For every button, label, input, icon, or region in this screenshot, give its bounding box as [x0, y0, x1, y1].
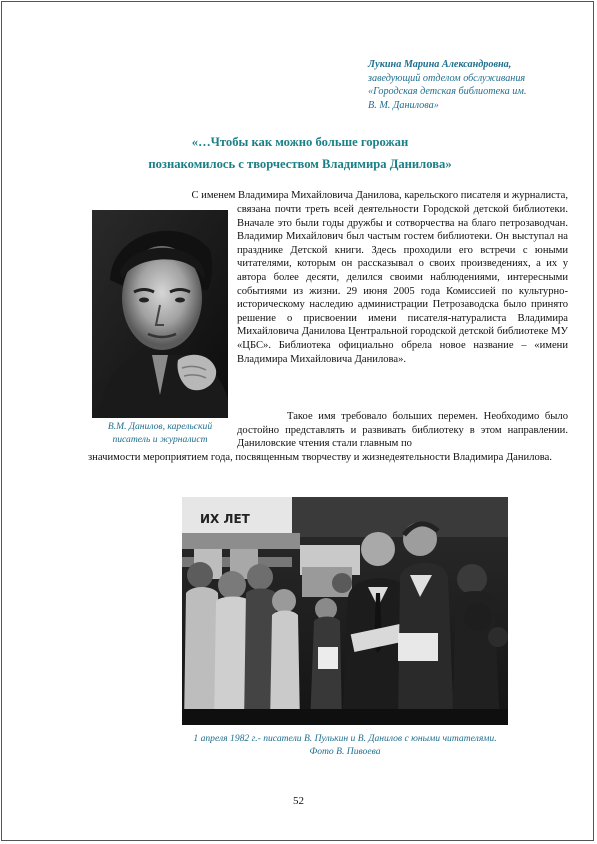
paragraph-2-end: значимости мероприятием года, посвященным творчеству и жизнедеятельности Владимира Данилова. [88, 452, 553, 463]
group-caption-line-1: 1 апреля 1982 г.- писатели В. Пулькин и В. Данилов с юными читателями. [193, 733, 497, 744]
group-photo-caption [150, 733, 540, 758]
paragraph-2-start: Такое имя требовало больших перемен. Необходимо было достойно представлять и развивать библиотеку в этом направлении. Даниловские чтения стали главным по [237, 411, 568, 450]
title-line-1: «…Чтобы как можно больше горожан [191, 135, 409, 149]
title-line-2: познакомилось с творчеством Владимира Данилова» [148, 157, 452, 171]
article-title [80, 131, 520, 175]
author-library: «Городская детская библиотека им. [368, 86, 527, 97]
author-position: заведующий отделом обслуживания [368, 72, 526, 84]
portrait-caption: В.М. Данилов, карельский писатель и журналист [107, 421, 213, 445]
group-photo [182, 497, 508, 725]
page-number: 52 [293, 795, 304, 807]
group-caption-line-2: Фото В. Пивоева [309, 745, 381, 757]
author-block [368, 58, 568, 112]
portrait-photo [92, 210, 228, 418]
photo-sign-text: ИХ ЛЕТ [200, 512, 250, 526]
paragraph-1-first-line: С именем Владимира Михайловича Данилова, карельского писателя и журналиста, [191, 190, 568, 201]
author-name: Лукина Марина Александровна, [368, 59, 512, 70]
author-library-name: В. М. Данилова» [368, 99, 439, 111]
paragraph-1: связана почти треть всей деятельности Городской детской библиотеки. Вначале это были годы дружбы и сотворчества на благо петрозаводчан. Владимир Михайлович был частым гостем библиотеки. Он выступал на празднике Детской книги. Здесь проходили его встречи с юными читателями, которым он рассказывал о своих произведениях, а их у автора более десяти, делился своими наблюдениями, интересными событиями из жизни. 29 июня 2005 года Комиссией по культурно-историческому наследию администрации Петрозаводска было принято решение о присвоении имени писателя-натуралиста Владимира Михайловича Данилова Центральной городской детской библиотеке МУ «ЦБС». Библиотека официально обрела новое название – «имени Владимира Михайловича Данилова». [237, 204, 568, 365]
